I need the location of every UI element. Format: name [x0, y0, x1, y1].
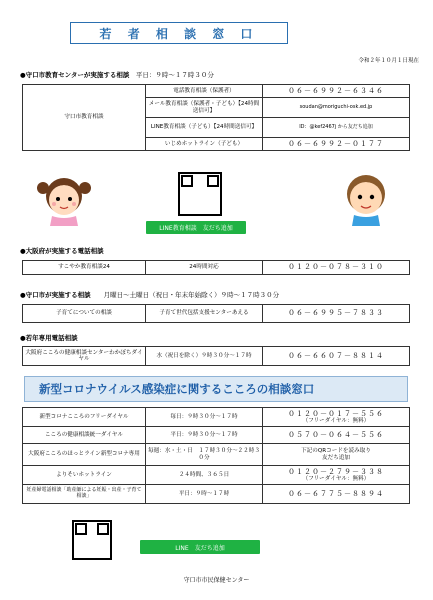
city-hours: 子育て世代包括支援センターあえる — [146, 305, 263, 323]
covid-contact: 下記のQRコードを読み取り 友だち追加 — [263, 444, 410, 466]
osaka-table — [22, 260, 410, 275]
page-title: 若 者 相 談 窓 口 — [70, 22, 288, 44]
youth-contact: ０６－６６０７－８８１４ — [263, 347, 410, 366]
covid-hours: 毎日：９時３０分～１７時 — [146, 408, 263, 427]
osaka-contact: ０１２０－０７８－３１０ — [263, 261, 410, 275]
edu-contact: ０６－６９９２－６３４６ — [263, 85, 410, 98]
edu-contact: ０６－６９９２－０１７７ — [263, 138, 410, 151]
covid-contact: ０１２０－０１７－５５６ （フリーダイヤル：無料） — [263, 408, 410, 427]
youth-service: 大阪府こころの健康相談センターわかぼちダイヤル — [23, 347, 146, 366]
covid-table — [22, 407, 410, 504]
line-add-friend-button[interactable]: LINE 友だち追加 — [140, 540, 260, 554]
youth-hours: 水（祝日を除く）９時３０分～１７時 — [146, 347, 263, 366]
date-label: 令和２年１０月１日現在 — [358, 58, 419, 64]
covid-contact: ０１２０－２７９－３３８ （フリーダイヤル：無料） — [263, 466, 410, 485]
section-heading-osaka: ●大阪府が実施する電話相談 — [20, 247, 104, 255]
covid-service: よりそいホットライン — [23, 466, 146, 485]
city-table — [22, 304, 410, 323]
covid-service: こころの健康相談統一ダイヤル — [23, 427, 146, 444]
edu-contact[interactable]: soudan@moriguchi-osk.ed.jp — [263, 98, 410, 118]
covid-banner: 新型コロナウイルス感染症に関するこころの相談窓口 — [24, 376, 408, 402]
footer: 守口市市民保健センター — [183, 577, 250, 584]
edu-table — [22, 84, 410, 151]
covid-hours: ２４時間、３６５日 — [146, 466, 263, 485]
osaka-service: すこやか教育相談24 — [23, 261, 146, 275]
edu-service: いじめホットライン（子ども） — [146, 138, 263, 151]
edu-org: 守口市教育相談 — [23, 85, 146, 151]
covid-hours: 毎週：水・土・日 １７時３０分～２２時３０分 — [146, 444, 263, 466]
qr-code-icon[interactable] — [178, 172, 222, 216]
covid-contact: ０５７０－０６４－５５６ — [263, 427, 410, 444]
edu-service: LINE教育相談（子ども）【24時間送信可】 — [146, 118, 263, 138]
edu-service: 電話教育相談（保護者） — [146, 85, 263, 98]
covid-service: 大阪府こころのほっとライン新型コロナ専用 — [23, 444, 146, 466]
covid-service: 新型コロナこころのフリーダイヤル — [23, 408, 146, 427]
section-heading-youth: ●若年専用電話相談 — [20, 334, 78, 342]
covid-hours: 平日：９時～１７時 — [146, 485, 263, 504]
city-contact: ０６－６９９５－７８３３ — [263, 305, 410, 323]
boy-illustration-icon — [338, 168, 394, 226]
osaka-hours: 24時間対応 — [146, 261, 263, 275]
girl-illustration-icon — [36, 170, 92, 226]
section-heading-edu: ●守口市教育センターが実施する相談 平日：９時～１７時３０分 — [20, 71, 214, 79]
covid-hours: 平日：９時３０分～１７時 — [146, 427, 263, 444]
qr-code-icon[interactable] — [72, 520, 112, 560]
covid-contact: ０６－６７７５－８８９４ — [263, 485, 410, 504]
covid-service: 妊産婦電話相談「助産師による妊娠・出産・子育て相談」 — [23, 485, 146, 504]
edu-contact: ID：@kef2467j から友だち追加 — [263, 118, 410, 138]
line-edu-add-friend-button[interactable]: LINE教育相談 友だち追加 — [146, 221, 246, 234]
city-service: 子育てについての相談 — [23, 305, 146, 323]
section-heading-city: ●守口市が実施する相談 月曜日～土曜日（祝日・年末年始除く）９時～１７時３０分 — [20, 291, 280, 299]
edu-service: メール教育相談（保護者・子ども）【24時間送信可】 — [146, 98, 263, 118]
youth-table — [22, 346, 410, 366]
